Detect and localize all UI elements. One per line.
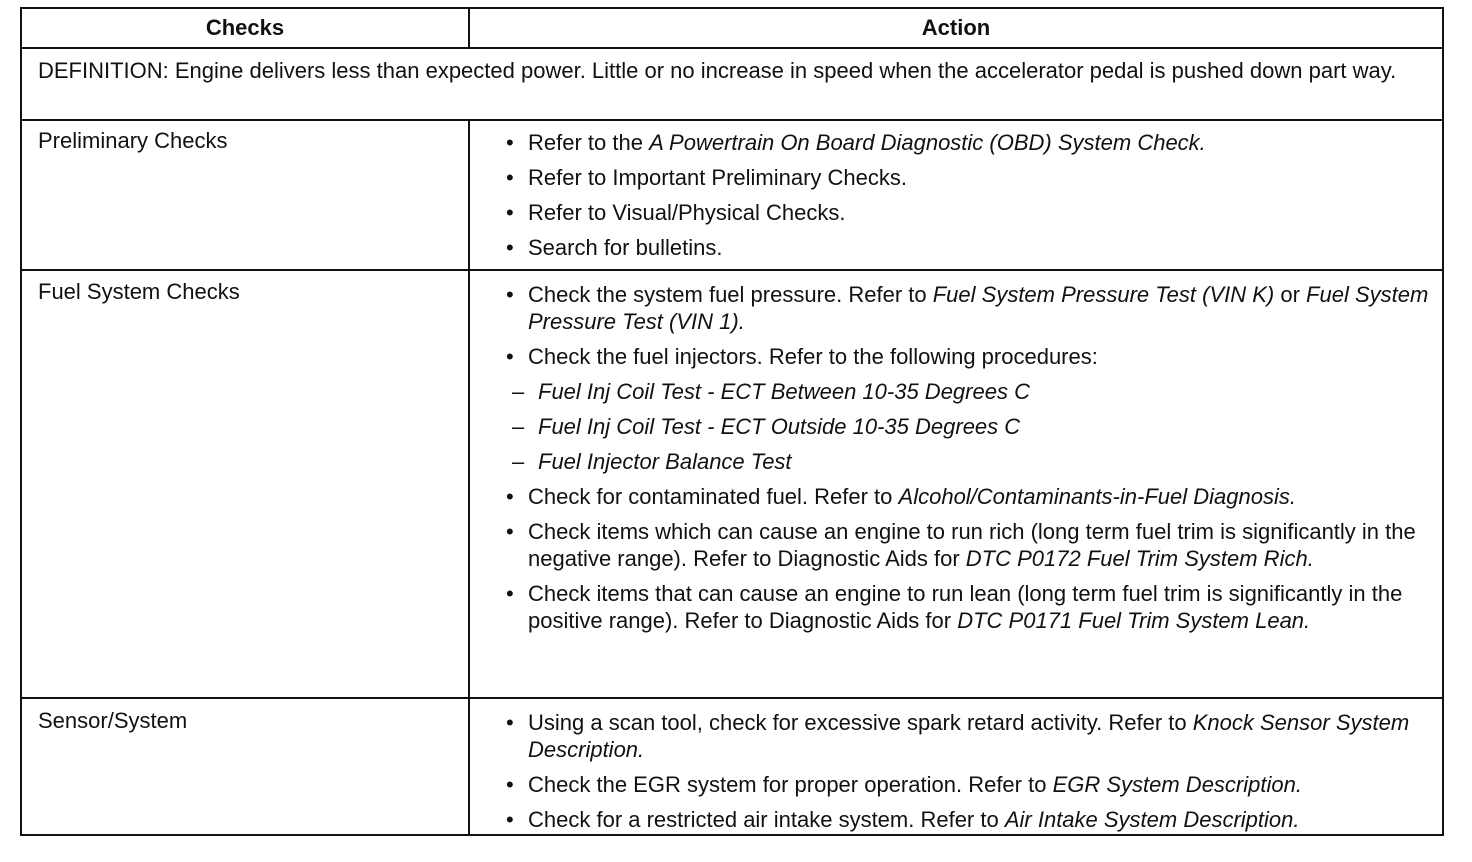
list-item [498, 164, 1438, 191]
action-text: Check items that can cause an engine to run lean (long term fuel trim is significantly in the positive range). Refer to Diagnostic Aids for [528, 581, 1403, 633]
procedure-reference: Fuel System Pressure Test (VIN 1). [528, 282, 1429, 334]
action-column-header: Action [921, 15, 991, 40]
procedure-reference: Knock Sensor System Description. [528, 710, 1410, 762]
list-item [498, 709, 1438, 763]
fuel-actions-list [498, 281, 1438, 634]
preliminary-actions-list [498, 129, 1438, 261]
list-item [498, 129, 1438, 156]
category-sensor-system: Sensor/System [38, 708, 188, 733]
checks-column-header: Checks [205, 15, 285, 40]
procedure-reference: DTC P0171 Fuel Trim System Lean. [957, 608, 1311, 633]
action-text: Check for a restricted air intake system. Refer to [528, 807, 1005, 832]
action-text: Check for contaminated fuel. Refer to [528, 484, 899, 509]
action-text: Check the EGR system for proper operation. Refer to [528, 772, 1053, 797]
category-preliminary-checks: Preliminary Checks [38, 128, 228, 153]
list-item [498, 343, 1438, 370]
action-text: Refer to Visual/Physical Checks. [528, 200, 846, 225]
action-text: Refer to the [528, 130, 650, 155]
procedure-reference: Air Intake System Description. [1004, 807, 1300, 832]
definition-divider [22, 119, 1442, 121]
sub-list-item: – Fuel Inj Coil Test - ECT Outside 10-35 Degrees C [498, 413, 1438, 440]
action-text: Check the fuel injectors. Refer to the following procedures: [528, 344, 1098, 369]
preliminary-row-divider [22, 269, 1442, 271]
header-divider [22, 47, 1442, 49]
action-text: Using a scan tool, check for excessive spark retard activity. Refer to [528, 710, 1193, 735]
procedure-reference: EGR System Description. [1052, 772, 1302, 797]
body-column-divider [468, 119, 470, 834]
list-item [498, 518, 1438, 572]
action-text: Check items which can cause an engine to run rich (long term fuel trim is significantly in the negative range). Refer to Diagnostic Aids for [528, 519, 1416, 571]
list-item [498, 281, 1438, 335]
list-item [498, 806, 1438, 833]
procedure-reference: A Powertrain On Board Diagnostic (OBD) System Check. [649, 130, 1206, 155]
sensor-actions-list [498, 709, 1438, 833]
list-item [498, 580, 1438, 634]
action-text: Search for bulletins. [528, 235, 723, 260]
list-item [498, 234, 1438, 261]
category-fuel-system-checks: Fuel System Checks [38, 279, 240, 304]
procedure-reference: Alcohol/Contaminants-in-Fuel Diagnosis. [898, 484, 1296, 509]
fuel-row-divider [22, 697, 1442, 699]
list-item [498, 199, 1438, 226]
procedure-reference: DTC P0172 Fuel Trim System Rich. [965, 546, 1314, 571]
action-text: or [1274, 282, 1307, 307]
list-item [498, 483, 1438, 510]
procedure-reference: Fuel System Pressure Test (VIN K) [932, 282, 1275, 307]
list-item [498, 771, 1438, 798]
diagnostic-table [20, 7, 1444, 836]
sub-list-item: – Fuel Injector Balance Test [498, 448, 1438, 475]
definition-text: DEFINITION: Engine delivers less than expected power. Little or no increase in speed when the accelerator pedal is pushed down part way. [38, 58, 1397, 83]
action-text: Check the system fuel pressure. Refer to [528, 282, 933, 307]
sub-list-item: – Fuel Inj Coil Test - ECT Between 10-35 Degrees C [498, 378, 1438, 405]
action-text: Refer to Important Preliminary Checks. [528, 165, 908, 190]
